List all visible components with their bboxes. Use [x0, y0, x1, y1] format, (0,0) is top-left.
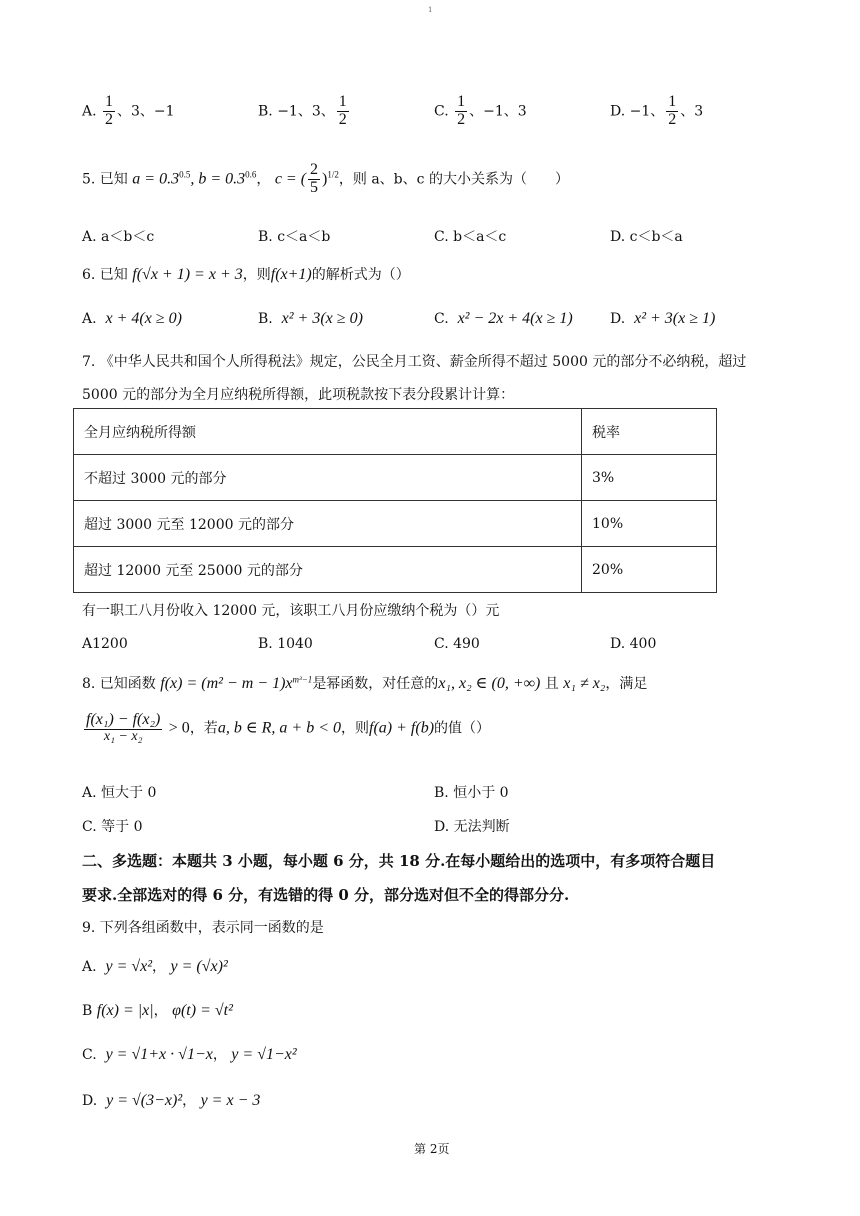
- table-header-cell: 全月应纳税所得额: [74, 409, 582, 455]
- section-2-heading-line-1: 二、多选题：本题共 3 小题，每小题 6 分，共 18 分.在每小题给出的选项中，有多项符合题目: [82, 852, 716, 870]
- page-footer: 第 2页: [414, 1142, 450, 1156]
- q8-neq: x₁ ≠ x₂: [563, 675, 606, 692]
- question-5-stem: 5. 已知 $a = 0.3^{0.5}$, $b = 0.3^{0.6}$， c = ( $\frac{2}{5}$ )$^{1/2}$，则 a、b、c 的大小关系为（ ）: [82, 161, 569, 196]
- q5-number: 5. 已知: [82, 171, 128, 188]
- q5-c-expr: c = (: [274, 170, 307, 188]
- q9-option-c: C. y = √1+x · √1−x， y = √1−x²: [82, 1046, 297, 1063]
- option-text: −1、: [629, 103, 665, 120]
- table-cell: 超过 12000 元至 25000 元的部分: [74, 547, 582, 593]
- table-row: [74, 547, 717, 593]
- table-row: [74, 501, 717, 547]
- q4-option-a: [82, 94, 175, 129]
- tax-rate-table: [73, 408, 717, 593]
- q8-tail: 的值（）: [434, 720, 491, 737]
- table-cell: 10%: [582, 501, 717, 547]
- q9-option-d: D. y = √(3−x)²， y = x − 3: [82, 1092, 261, 1109]
- fraction-half: $\frac{1}{2}$: [668, 93, 677, 128]
- q8-cond: a, b ∈ R, a + b < 0: [217, 719, 342, 737]
- q6-option-d: D. x² + 3(x ≥ 1): [610, 310, 716, 327]
- option-label: A.: [82, 103, 97, 120]
- q8-fraction: $\frac{\text{f(x₁) − f(x₂)}}{\text{x₁ − x₂}}$: [86, 711, 161, 744]
- option-label: B.: [258, 103, 273, 120]
- q8-option-d: D. 无法判断: [434, 819, 510, 835]
- q6-expression: f(√x + 1) = x + 3: [132, 266, 243, 283]
- option-text: 、−1、3: [469, 103, 527, 120]
- section-2-heading-line-2: 要求.全部选对的得 6 分，有选错的得 0 分，部分选对但不全的得部分分.: [82, 886, 570, 904]
- option-text: 、3、−1: [117, 103, 175, 120]
- table-cell: 不超过 3000 元的部分: [74, 455, 582, 501]
- q7-line-1: 7. 《中华人民共和国个人所得税法》规定，公民全月工资、薪金所得不超过 5000 元的部分不必纳税，超过: [82, 354, 747, 370]
- header-mark: 1: [428, 6, 433, 14]
- q8-condition: [82, 712, 490, 744]
- q4-option-d: [610, 94, 703, 129]
- q6-option-a: A. x + 4(x ≥ 0): [82, 310, 182, 327]
- q8-vars: x₁, x₂ ∈ (0, +∞): [438, 675, 541, 692]
- q5-b-expr: , b = 0.3: [190, 170, 246, 188]
- q8-sum: f(a) + f(b): [369, 719, 435, 737]
- table-cell: 3%: [582, 455, 717, 501]
- q5-a-expr: a = 0.3: [132, 170, 180, 188]
- q8-exponent: m³−1: [292, 674, 313, 685]
- q5-c-fraction: $\frac{2}{5}$: [310, 161, 319, 196]
- q8-prefix: 8. 已知函数: [82, 676, 156, 692]
- q5-c-exp: 1/2: [327, 169, 339, 180]
- q5-a-exp: 0.5: [179, 169, 191, 180]
- q5-option-d: D. c＜b＜a: [610, 229, 683, 245]
- question-8-stem: [82, 673, 647, 693]
- option-text: −1、3、: [277, 103, 335, 120]
- q9-option-b: B f(x) = |x|， φ(t) = √t²: [82, 1002, 233, 1019]
- q5-option-c: C. b＜a＜c: [434, 229, 507, 245]
- q8-option-b: B. 恒小于 0: [434, 785, 509, 801]
- fraction-half: $\frac{1}{2}$: [457, 93, 466, 128]
- q8-cond-pre: ，若: [189, 720, 218, 737]
- q5-tail: ，则 a、b、c 的大小关系为（ ）: [338, 171, 569, 188]
- table-header-row: [74, 409, 717, 455]
- q6-prefix: 6. 已知: [82, 267, 128, 283]
- q7-question: 有一职工八月份收入 12000 元，该职工八月份应缴纳个税为（）元: [82, 603, 500, 619]
- q8-function: f(x) = (m² − m − 1)x: [160, 675, 293, 692]
- q7-line-2: 5000 元的部分为全月应纳税所得额，此项税款按下表分段累计计算：: [82, 387, 515, 403]
- q7-option-c: C. 490: [434, 636, 480, 652]
- option-text: 、3: [680, 103, 704, 120]
- q9-option-a: A. y = √x²， y = (√x)²: [82, 958, 228, 975]
- q5-option-a: A. a＜b＜c: [82, 229, 155, 245]
- option-label: C.: [434, 103, 449, 120]
- table-row: [74, 455, 717, 501]
- q6-option-b: B. x² + 3(x ≥ 0): [258, 310, 363, 327]
- question-6-stem: [82, 264, 410, 284]
- table-cell: 20%: [582, 547, 717, 593]
- q8-gt0: > 0: [168, 719, 190, 737]
- table-header-cell: 税率: [582, 409, 717, 455]
- q8-option-c: C. 等于 0: [82, 819, 143, 835]
- q7-option-d: D. 400: [610, 636, 657, 652]
- q8-option-a: A. 恒大于 0: [82, 785, 157, 801]
- q4-option-b: [258, 94, 351, 129]
- q6-expression-2: f(x+1): [270, 266, 312, 283]
- q4-option-c: [434, 94, 527, 129]
- fraction-half: $\frac{1}{2}$: [338, 93, 347, 128]
- q7-option-a: A1200: [82, 636, 128, 652]
- fraction-half: $\frac{1}{2}$: [105, 93, 114, 128]
- q8-mid: 是幂函数，对任意的: [312, 676, 439, 692]
- q5-option-b: B. c＜a＜b: [258, 229, 331, 245]
- q7-option-b: B. 1040: [258, 636, 313, 652]
- q8-cond-mid: ，则: [341, 720, 370, 737]
- q6-mid: ，则: [242, 267, 271, 283]
- option-label: D.: [610, 103, 626, 120]
- q8-and: 且: [544, 676, 559, 692]
- table-cell: 超过 3000 元至 12000 元的部分: [74, 501, 582, 547]
- q5-b-exp: 0.6: [245, 169, 257, 180]
- q6-option-c: C. x² − 2x + 4(x ≥ 1): [434, 310, 573, 327]
- q6-tail: 的解析式为（）: [311, 267, 410, 283]
- q8-satisfy: ，满足: [605, 676, 648, 692]
- question-9-stem: 9. 下列各组函数中，表示同一函数的是: [82, 920, 324, 936]
